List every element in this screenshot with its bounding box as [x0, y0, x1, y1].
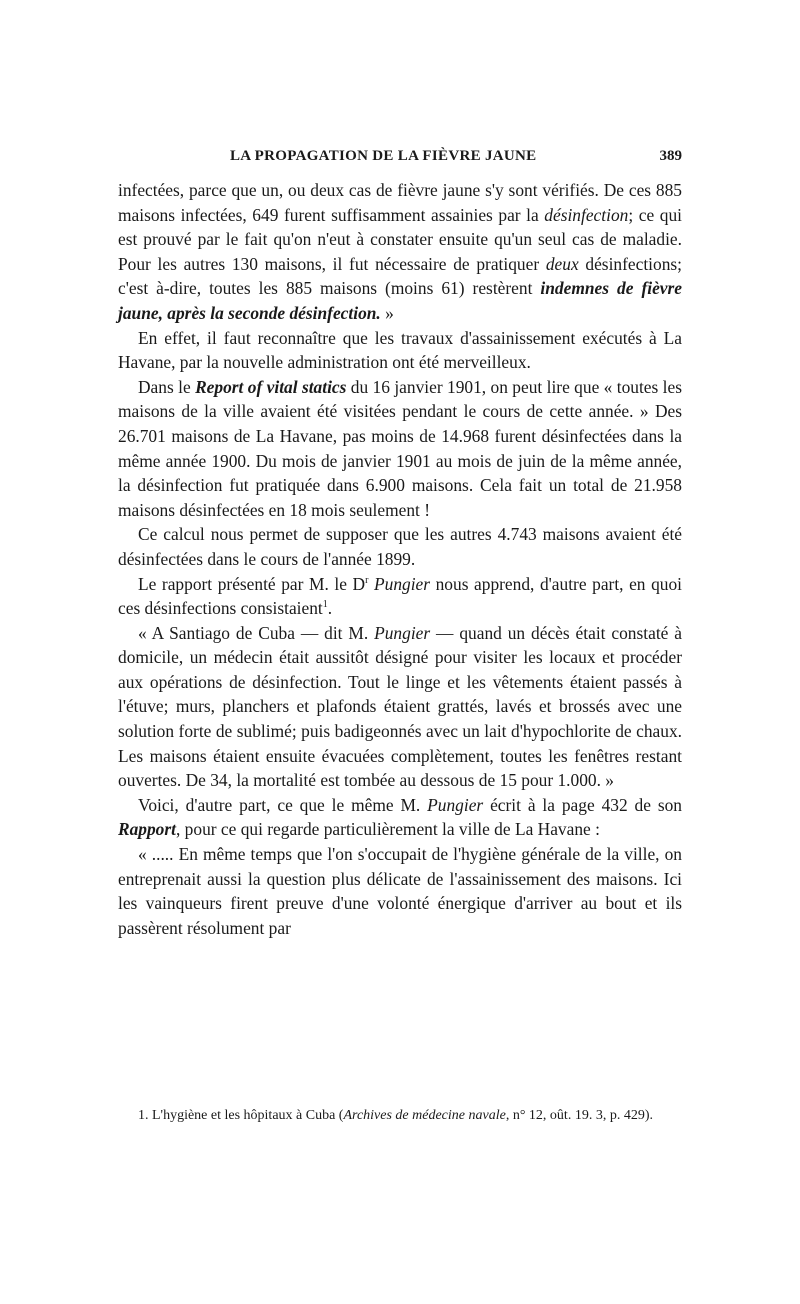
paragraph-3: Dans le Report of vital statics du 16 janvier 1901, on peut lire que « toutes les maisons de la ville avaient été visitées pendant le cours de cette année. » Des 26.701 maisons de La Havane, pas moins de 14.968 furent désinfectées dans la même année 1900. Du mois de janvier 1901 au mois de juin de la même année, la désinfection fut pratiquée dans 6.900 maisons. Cela fait un total de 21.958 maisons désinfectées en 18 mois seulement ! — [118, 376, 682, 520]
page-number: 389 — [659, 148, 682, 164]
paragraph-4: Ce calcul nous permet de supposer que les autres 4.743 maisons avaient été désinfectées dans le cours de l'année 1899. — [118, 524, 682, 569]
emphasis: indemnes de fièvre jaune, après la seconde désinfection. — [118, 278, 682, 323]
author-name: Pungier — [374, 573, 431, 594]
footnote-ref: 1 — [322, 599, 328, 611]
paragraph-2: En effet, il faut reconnaître que les travaux d'assainissement exécutés à La Havane, par la nouvelle administration ont été merveilleux. — [118, 327, 682, 373]
paragraph-7: Voici, d'autre part, ce que le même M. Pungier écrit à la page 432 de son Rapport, pour ce qui regarde particulièrement la ville de La Havane : — [118, 794, 682, 840]
footnotes — [118, 1106, 682, 1125]
report-title: Report of vital statics — [195, 376, 347, 397]
running-title: LA PROPAGATION DE LA FIÈVRE JAUNE — [230, 148, 537, 164]
author-name: Pungier — [427, 794, 484, 815]
body-text — [118, 178, 682, 940]
footnote-1: 1. L'hygiène et les hôpitaux à Cuba (Archives de médecine navale, n° 12, oût. 19. 3, p. 429). — [138, 1108, 653, 1123]
journal-title: Archives de médecine navale — [343, 1108, 506, 1123]
paragraph-8: « ..... En même temps que l'on s'occupait de l'hygiène générale de la ville, on entreprenait aussi la question plus délicate de l'assainissement des maisons. Ici les vainqueurs firent preuve d'une volonté énergique d'arriver au bout et ils passèrent résolument par — [118, 844, 682, 938]
superscript: r — [365, 574, 369, 586]
paragraph-1: infectées, parce que un, ou deux cas de fièvre jaune s'y sont vérifiés. De ces 885 maisons infectées, 649 furent suffisamment assainies par la désinfection; ce qui est prouvé par le fait qu'on n'eut à constater ensuite qu'un seul cas de maladie. Pour les autres 130 maisons, il fut nécessaire de pratiquer deux désinfections; c'est à-dire, toutes les 885 maisons (moins 61) restèrent indemnes de fièvre jaune, après la seconde désinfection. » — [118, 180, 682, 323]
paragraph-5: Le rapport présenté par M. le $D^r$ Pungier nous apprend, d'autre part, en quoi ces désinfections consistaient$^1$. — [118, 573, 682, 619]
paragraph-6: « A Santiago de Cuba — dit M. Pungier — quand un décès était constaté à domicile, un médecin était aussitôt désigné pour visiter les locaux et procéder aux opérations de désinfection. Tout le linge et les vêtements étaient passés à l'étuve; murs, planchers et plafonds étaient grattés, lavés et brossés avec une solution forte de sublimé; puis badigeonnés avec un lait d'hypochlorite de chaux. Les maisons étaient ensuite évacuées complètement, toutes les fenêtres restant ouvertes. De 34, la mortalité est tombée au dessous de 15 pour 1.000. » — [118, 622, 682, 791]
author-name: Pungier — [374, 622, 431, 643]
report-title: Rapport — [118, 819, 176, 840]
emphasis: désinfection — [544, 204, 629, 225]
emphasis: deux — [545, 253, 579, 274]
page-header — [118, 148, 682, 170]
